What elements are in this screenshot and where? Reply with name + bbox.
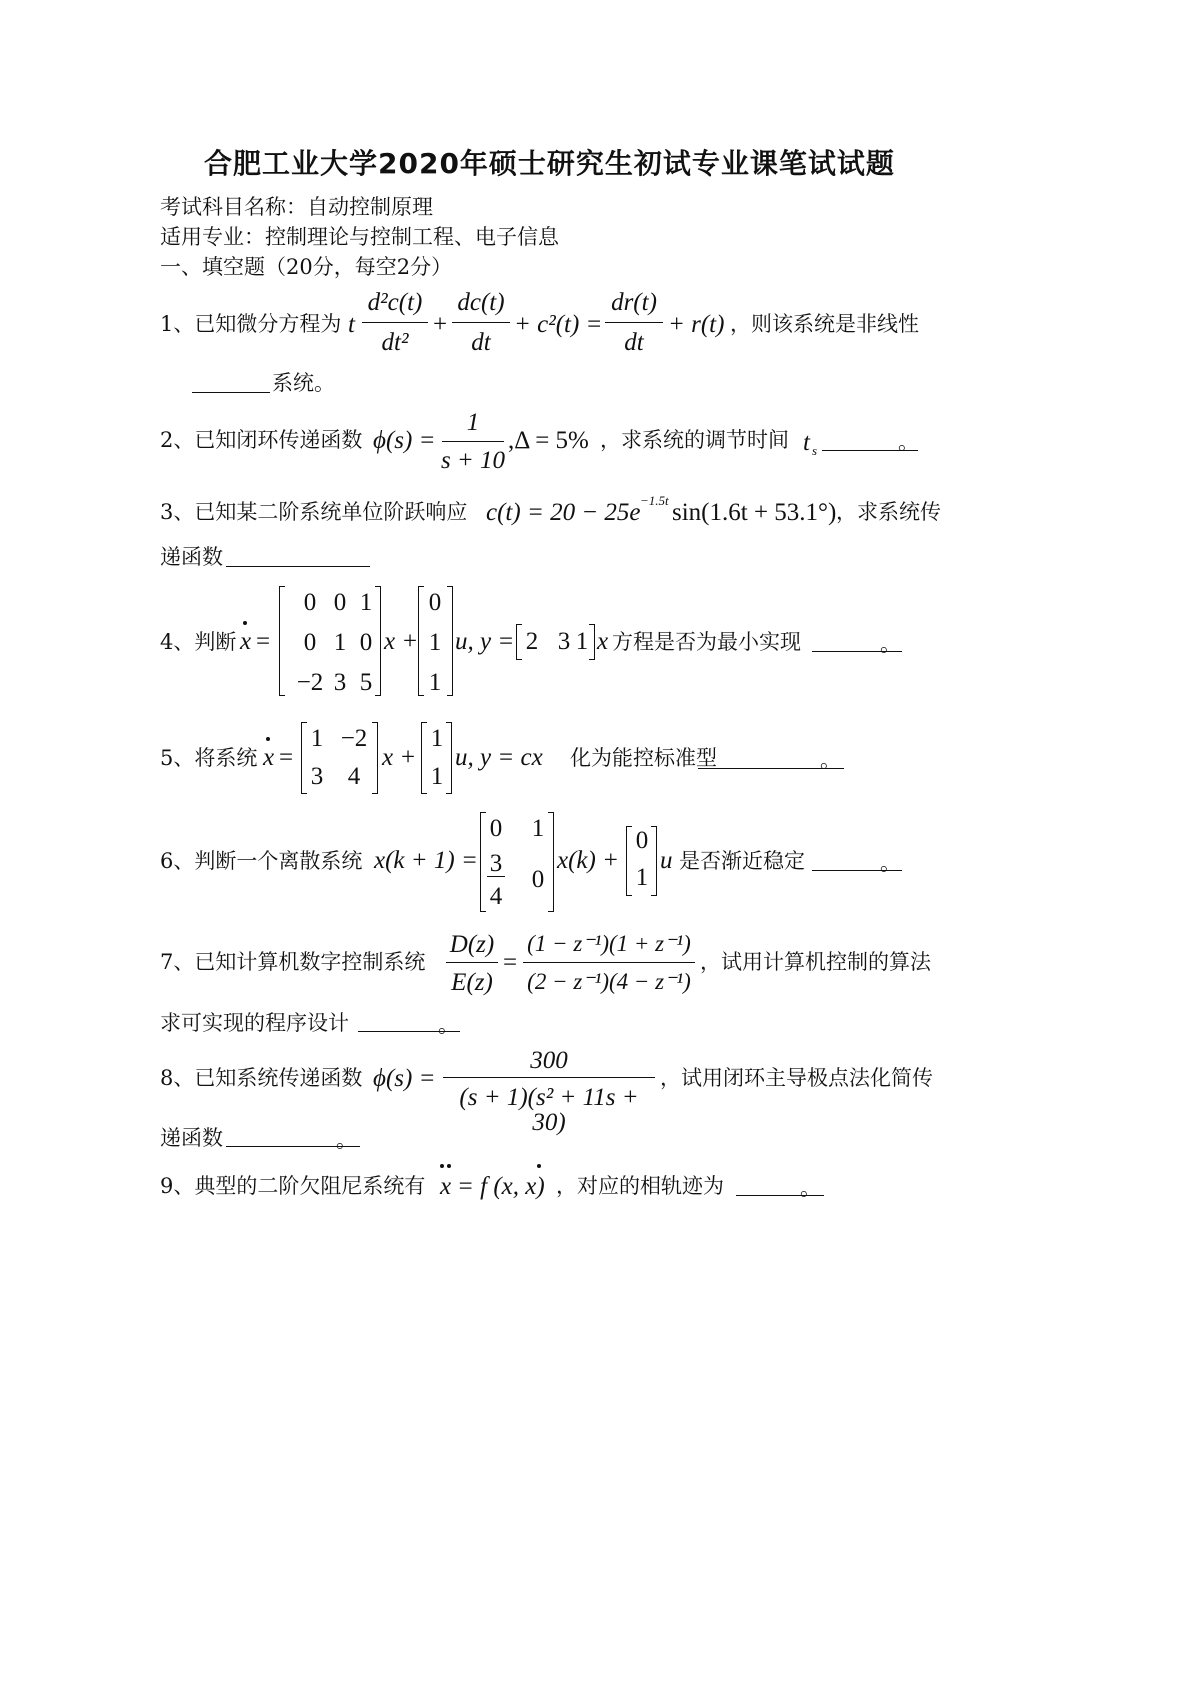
q6-A-cell: 0 xyxy=(489,815,503,842)
q7-right-num: (1 − z⁻¹)(1 + z⁻¹) xyxy=(527,931,691,956)
q1-var-t: t xyxy=(348,311,355,338)
q2-bar xyxy=(442,441,504,442)
q6-xk: x(k) + xyxy=(557,847,619,874)
q3-lead: 3、已知某二阶系统单位阶跃响应 xyxy=(160,500,468,524)
q4-A-cell: −2 xyxy=(296,669,324,696)
q1-frac1-den: dt² xyxy=(381,329,409,356)
q7-left-bar xyxy=(446,962,498,963)
q4-B-bracket-right xyxy=(447,586,453,696)
q4-lead: 4、判断 xyxy=(160,630,237,654)
q7-lead: 7、已知计算机数字控制系统 xyxy=(160,950,426,974)
q4-C-cell: 3 xyxy=(557,628,571,655)
q5-A-cell: −2 xyxy=(340,725,368,752)
q2-lead: 2、已知闭环传递函数 xyxy=(160,428,363,452)
q2-ts: t xyxy=(803,429,810,456)
q1-frac3-num: dr(t) xyxy=(611,289,657,316)
q5-A-bracket-right xyxy=(372,722,378,794)
q3-expr: c(t) = 20 − 25e xyxy=(486,499,641,526)
q8-den: (s + 1)(s² + 11s + 30) xyxy=(459,1084,639,1136)
q4-A-cell: 3 xyxy=(333,669,347,696)
q1-end: 系统。 xyxy=(272,371,335,395)
q9-end: 。 xyxy=(800,1176,821,1200)
q1-frac2-den: dt xyxy=(471,329,491,356)
q8-end: 。 xyxy=(336,1128,357,1152)
q1-tail-math: + r(t) xyxy=(668,311,725,338)
q7-left-den: E(z) xyxy=(451,969,493,996)
q7-eq: = xyxy=(503,949,518,976)
q9-derivative-dot xyxy=(537,1164,541,1168)
q5-B-bracket-right xyxy=(446,722,452,794)
q3-tail: ，求系统传 xyxy=(836,500,941,524)
q6-end: 。 xyxy=(880,851,901,875)
q7-right-den: (2 − z⁻¹)(4 − z⁻¹) xyxy=(527,969,691,994)
q4-eq: = xyxy=(256,628,271,655)
q1-lead: 1、已知微分方程为 xyxy=(160,312,342,336)
q2-delta: ,Δ = 5% xyxy=(508,427,589,454)
q6-A-cell: 0 xyxy=(531,866,545,893)
q2-ts-sub: s xyxy=(812,443,818,458)
q9-x: x xyxy=(440,1173,452,1200)
q4-A-cell: 5 xyxy=(359,669,373,696)
q6-A-bracket-right xyxy=(548,812,554,912)
q5-A-cell: 1 xyxy=(310,725,324,752)
q4-C-cell: 1 xyxy=(575,628,589,655)
q8-line2: 递函数 xyxy=(160,1126,223,1150)
q3-exp: −1.5t xyxy=(640,493,669,508)
q4-C-bracket-right xyxy=(589,624,595,660)
q9-second-derivative-dot xyxy=(447,1164,451,1168)
q2-num: 1 xyxy=(466,409,480,436)
q4-x-end: x xyxy=(597,628,609,655)
q4-u-y: u, y = xyxy=(455,628,515,655)
q4-A-bracket-left xyxy=(279,586,285,696)
q8-num: 300 xyxy=(530,1047,568,1074)
q5-A-cell: 3 xyxy=(310,763,324,790)
q6-lhs: x(k + 1) = xyxy=(374,847,478,874)
q3-expr2: sin(1.6t + 53.1°) xyxy=(672,499,837,526)
page-title: 合肥工业大学2020年硕士研究生初试专业课笔试试题 xyxy=(204,147,895,180)
q4-A-cell: 0 xyxy=(303,589,317,616)
q1-mid: + c²(t) = xyxy=(514,311,603,338)
q4-derivative-dot xyxy=(243,621,247,625)
q2-den: s + 10 xyxy=(440,447,506,474)
q7-end: 。 xyxy=(438,1013,459,1037)
q5-derivative-dot xyxy=(266,737,270,741)
q9-lead: 9、典型的二阶欠阻尼系统有 xyxy=(160,1174,426,1198)
q6-B-cell: 1 xyxy=(635,864,649,891)
q4-C-cell: 2 xyxy=(525,628,539,655)
q6-A-frac-bar xyxy=(487,876,505,877)
q7-tail: ，试用计算机控制的算法 xyxy=(700,950,931,974)
q5-eq: = xyxy=(279,744,294,771)
q4-A-cell: 1 xyxy=(359,589,373,616)
q1-plus: + xyxy=(433,311,448,338)
q1-frac3-den: dt xyxy=(624,329,644,356)
q5-u-y: u, y = cx xyxy=(455,744,543,771)
q5-x: x xyxy=(263,744,275,771)
q5-tail: 化为能控标准型 xyxy=(570,746,717,770)
q1-frac1-num: d²c(t) xyxy=(367,289,423,316)
q4-B-cell: 0 xyxy=(428,589,442,616)
q8-bar xyxy=(443,1077,655,1078)
q1-answer-blank[interactable] xyxy=(192,392,270,393)
q9-expr: = f (x, x) xyxy=(457,1173,545,1200)
q1-frac2-num: dc(t) xyxy=(457,289,505,316)
q6-A-frac-den: 4 xyxy=(489,883,503,910)
q5-B-cell: 1 xyxy=(430,763,444,790)
q4-xplus: x + xyxy=(384,628,419,655)
q4-end: 。 xyxy=(880,632,901,656)
q4-B-cell: 1 xyxy=(428,669,442,696)
q7-right-bar xyxy=(523,962,695,963)
q5-A-cell: 4 xyxy=(347,763,361,790)
q7-left-num: D(z) xyxy=(449,931,495,958)
q3-answer-blank[interactable] xyxy=(226,566,370,567)
q8-lead: 8、已知系统传递函数 xyxy=(160,1066,363,1090)
q2-tail: ，求系统的调节时间 xyxy=(600,428,789,452)
q6-B-bracket-right xyxy=(651,826,657,896)
q6-tail: 是否渐近稳定 xyxy=(679,849,805,873)
subject-line: 考试科目名称：自动控制原理 xyxy=(160,195,433,219)
q2-end: 。 xyxy=(898,430,919,454)
q4-A-cell: 0 xyxy=(303,629,317,656)
q4-A-cell: 0 xyxy=(359,629,373,656)
q4-tail: 方程是否为最小实现 xyxy=(612,630,801,654)
q7-line2: 求可实现的程序设计 xyxy=(160,1011,349,1035)
q3-line2: 递函数 xyxy=(160,545,223,569)
q1-frac2-bar xyxy=(452,322,510,323)
q4-A-cell: 1 xyxy=(333,629,347,656)
section-heading: 一、填空题（20分，每空2分） xyxy=(160,255,453,279)
q5-xplus: x + xyxy=(382,744,417,771)
q6-B-cell: 0 xyxy=(635,827,649,854)
q6-lead: 6、判断一个离散系统 xyxy=(160,849,363,873)
q8-phi: ϕ(s) = xyxy=(373,1065,436,1092)
q4-A-bracket-right xyxy=(375,586,381,696)
q6-A-cell: 1 xyxy=(531,815,545,842)
q9-second-derivative-dot xyxy=(440,1164,444,1168)
q6-u: u xyxy=(660,847,673,874)
q5-B-cell: 1 xyxy=(430,725,444,752)
q4-A-cell: 0 xyxy=(333,589,347,616)
q8-tail: ，试用闭环主导极点法化简传 xyxy=(660,1066,933,1090)
q2-phi: ϕ(s) = xyxy=(373,427,436,454)
q1-frac1-bar xyxy=(362,322,428,323)
q1-tail: ，则该系统是非线性 xyxy=(730,312,919,336)
q5-end: 。 xyxy=(820,748,841,772)
major-line: 适用专业：控制理论与控制工程、电子信息 xyxy=(160,225,559,249)
q4-B-cell: 1 xyxy=(428,629,442,656)
q9-tail: ，对应的相轨迹为 xyxy=(556,1174,724,1198)
q5-lead: 5、将系统 xyxy=(160,746,258,770)
q1-frac3-bar xyxy=(605,322,663,323)
q4-x: x xyxy=(240,628,252,655)
q6-A-frac-num: 3 xyxy=(489,850,503,877)
